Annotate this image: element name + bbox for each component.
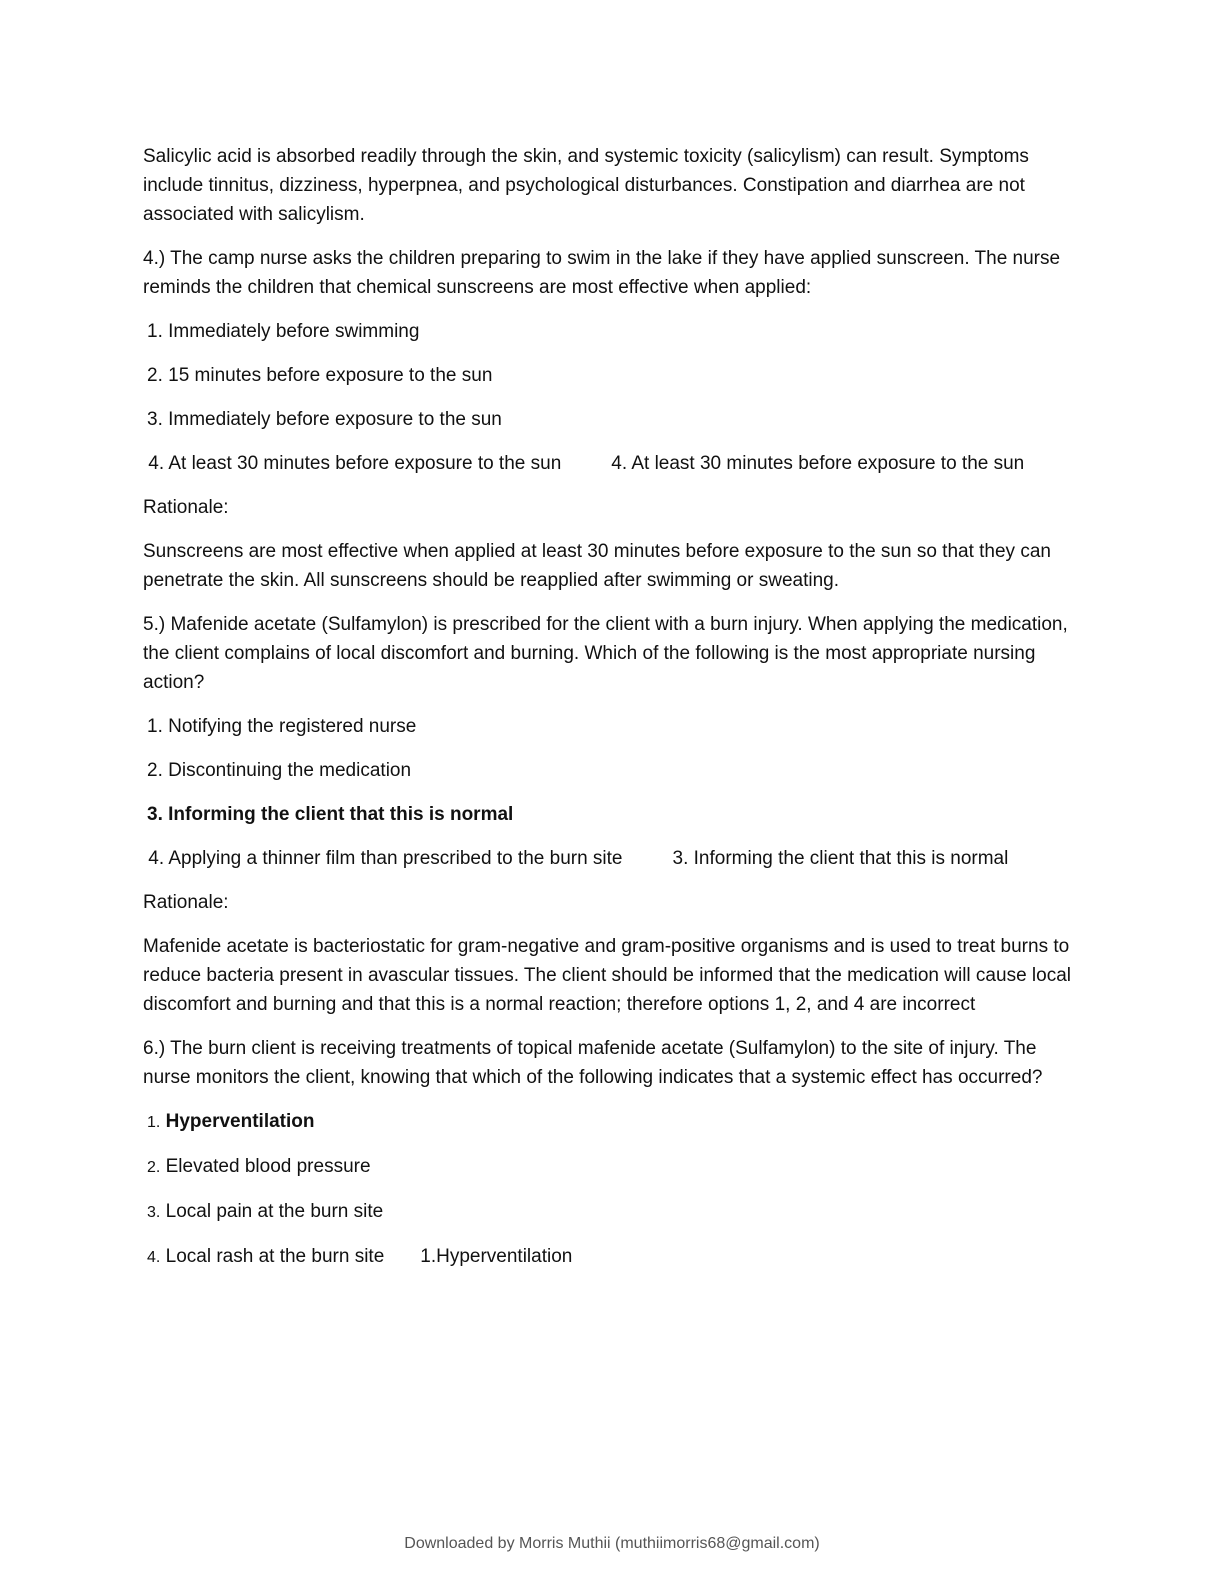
q4-option-2: 2. 15 minutes before exposure to the sun [147, 365, 493, 386]
download-footer: Downloaded by Morris Muthii (muthiimorris68@gmail.com) [404, 1535, 820, 1552]
q4-answer: 4. At least 30 minutes before exposure to the sun [611, 453, 1025, 474]
q6-option-1-num: 1. [147, 1114, 161, 1131]
q4-option-1: 1. Immediately before swimming [147, 321, 420, 342]
question-6-text: 6.) The burn client is receiving treatments of topical mafenide acetate (Sulfamylon) to the site of injury. The nurse monitors the client, knowing that which of the following indicates that a systemic effect has occurred? [143, 1038, 1043, 1088]
q6-option-4-num: 4. [147, 1249, 161, 1266]
q5-rationale-label: Rationale: [143, 892, 229, 913]
question-5-text: 5.) Mafenide acetate (Sulfamylon) is prescribed for the client with a burn injury. When applying the medication, the client complains of local discomfort and burning. Which of the following is the most appropriate nursing action? [143, 614, 1068, 693]
q5-rationale: Mafenide acetate is bacteriostatic for gram-negative and gram-positive organisms and is used to treat burns to reduce bacteria present in avascular tissues. The client should be informed that the medication will cause local discomfort and burning and that this is a normal reaction; therefore options 1, 2, and 4 are incorrect [143, 936, 1071, 1015]
intro-paragraph: Salicylic acid is absorbed readily through the skin, and systemic toxicity (salicylism) can result. Symptoms include tinnitus, dizziness, hyperpnea, and psychological disturbances. Constipation and diarrhea are not associated with salicylism. [143, 146, 1029, 225]
q4-option-4-with-answer [143, 449, 1073, 478]
q6-option-3-text: Local pain at the burn site [165, 1201, 384, 1222]
q6-option-2 [147, 1152, 1073, 1182]
q6-option-3-num: 3. [147, 1204, 161, 1221]
q5-option-2: 2. Discontinuing the medication [147, 760, 412, 781]
q6-answer: 1.Hyperventilation [420, 1246, 573, 1267]
q6-option-4-with-answer [147, 1242, 1073, 1272]
q4-rationale-label: Rationale: [143, 497, 229, 518]
question-4-text: 4.) The camp nurse asks the children preparing to swim in the lake if they have applied sunscreen. The nurse reminds the children that chemical sunscreens are most effective when applied: [143, 248, 1061, 298]
q5-option-4-with-answer [143, 844, 1073, 873]
q4-option-3: 3. Immediately before exposure to the sun [147, 409, 502, 430]
q6-option-2-text: Elevated blood pressure [165, 1156, 371, 1177]
q6-option-4-text: Local rash at the burn site [165, 1246, 385, 1267]
q5-option-1: 1. Notifying the registered nurse [147, 716, 417, 737]
q6-option-1 [147, 1107, 1073, 1137]
q6-option-1-text: Hyperventilation [165, 1111, 315, 1132]
q6-option-2-num: 2. [147, 1159, 161, 1176]
q6-option-3 [147, 1197, 1073, 1227]
q5-answer: 3. Informing the client that this is normal [672, 848, 1009, 869]
q5-option-3: 3. Informing the client that this is normal [147, 804, 514, 825]
q4-rationale: Sunscreens are most effective when applied at least 30 minutes before exposure to the sun so that they can penetrate the skin. All sunscreens should be reapplied after swimming or sweating. [143, 541, 1051, 591]
q5-option-4: 4. Applying a thinner film than prescribed to the burn site [148, 848, 623, 869]
page-content [143, 142, 1073, 1287]
q4-option-4: 4. At least 30 minutes before exposure to the sun [148, 453, 562, 474]
